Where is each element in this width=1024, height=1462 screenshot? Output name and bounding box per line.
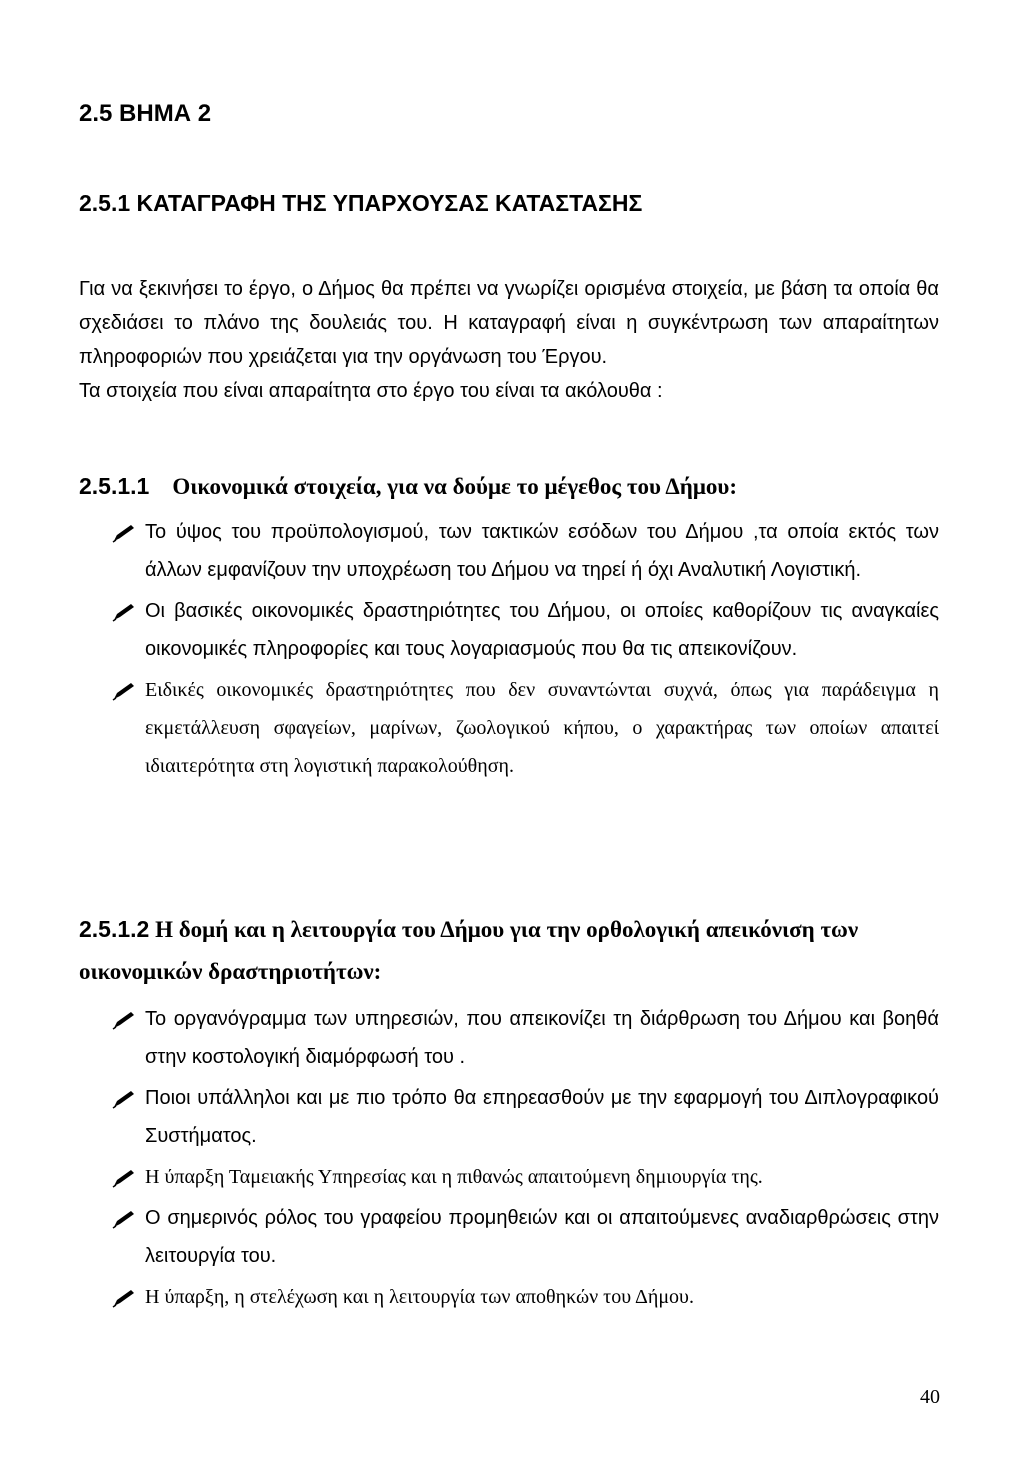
list-item-text: Ποιοι υπάλληλοι και με πιο τρόπο θα επηρεασθούν με την εφαρμογή του Διπλογραφικού Συστήματος. (145, 1087, 939, 1147)
section2-list (145, 1000, 939, 1319)
pen-bullet-icon (112, 602, 136, 622)
section-heading: 2.5 ΒΗΜΑ 2 (79, 100, 212, 127)
section2-title: Η δομή και η λειτουργία του Δήμου για την ορθολογική απεικόνιση των οικονομικών δραστηριοτήτων: (79, 917, 859, 984)
section1-heading (79, 473, 941, 500)
pen-bullet-icon (112, 681, 136, 701)
section1-title: Οικονομικά στοιχεία, για να δούμε το μέγεθος του Δήμου: (172, 474, 738, 499)
list-item-text: Ειδικές οικονομικές δραστηριότητες που δεν συναντώνται συχνά, όπως για παράδειγμα η εκμετάλλευση σφαγείων, μαρίνων, ζωολογικού κήπου, ο χαρακτήρας των οποίων απαιτεί ιδιαιτερότητα στη λογιστική παρακολούθηση. (145, 679, 939, 777)
subsection-heading: 2.5.1 ΚΑΤΑΓΡΑΦΗ ΤΗΣ ΥΠΑΡΧΟΥΣΑΣ ΚΑΤΑΣΤΑΣΗΣ (79, 190, 643, 216)
list-item-text: Το ύψος του προϋπολογισμού, των τακτικών εσόδων του Δήμου ,τα οποία εκτός των άλλων εμφανίζουν την υποχρέωση του Δήμου να τηρεί ή όχι Αναλυτική Λογιστική. (145, 521, 939, 581)
pen-bullet-icon (112, 1168, 136, 1188)
list-item-text: Η ύπαρξη, η στελέχωση και η λειτουργία των αποθηκών του Δήμου. (145, 1286, 694, 1308)
section2-heading (79, 908, 941, 993)
list-item (145, 1079, 939, 1155)
pen-bullet-icon (112, 1010, 136, 1030)
list-item-text: Το οργανόγραμμα των υπηρεσιών, που απεικονίζει τη διάρθρωση του Δήμου και βοηθά στην κοστολογική διαμόρφωσή του . (145, 1008, 939, 1068)
pen-bullet-icon (112, 1209, 136, 1229)
section1-list (145, 513, 939, 788)
page-number: 40 (920, 1386, 940, 1408)
list-item (145, 1278, 939, 1316)
list-item-text: Οι βασικές οικονομικές δραστηριότητες του Δήμου, οι οποίες καθορίζουν τις αναγκαίες οικονομικές πληροφορίες και τους λογαριασμούς που θα τις απεικονίζουν. (145, 600, 939, 660)
intro-line: Τα στοιχεία που είναι απαραίτητα στο έργο του είναι τα ακόλουθα : (79, 380, 663, 402)
list-item (145, 592, 939, 668)
section2-number: 2.5.1.2 (79, 916, 150, 942)
intro-paragraph: Για να ξεκινήσει το έργο, ο Δήμος θα πρέπει να γνωρίζει ορισμένα στοιχεία, με βάση τα οποία θα σχεδιάσει το πλάνο της δουλειάς του. Η καταγραφή είναι η συγκέντρωση των απαραίτητων πληροφοριών που χρειάζεται για την οργάνωση του Έργου. (79, 278, 939, 368)
pen-bullet-icon (112, 523, 136, 543)
list-item (145, 1158, 939, 1196)
list-item (145, 513, 939, 589)
list-item (145, 1199, 939, 1275)
pen-bullet-icon (112, 1288, 136, 1308)
pen-bullet-icon (112, 1089, 136, 1109)
intro-text (79, 272, 939, 408)
list-item (145, 1000, 939, 1076)
section1-number: 2.5.1.1 (79, 473, 150, 499)
list-item-text: Ο σημερινός ρόλος του γραφείου προμηθειών και οι απαιτούμενες αναδιαρθρώσεις στην λειτουργία του. (145, 1207, 939, 1267)
list-item (145, 671, 939, 785)
list-item-text: Η ύπαρξη Ταμειακής Υπηρεσίας και η πιθανώς απαιτούμενη δημιουργία της. (145, 1166, 763, 1188)
